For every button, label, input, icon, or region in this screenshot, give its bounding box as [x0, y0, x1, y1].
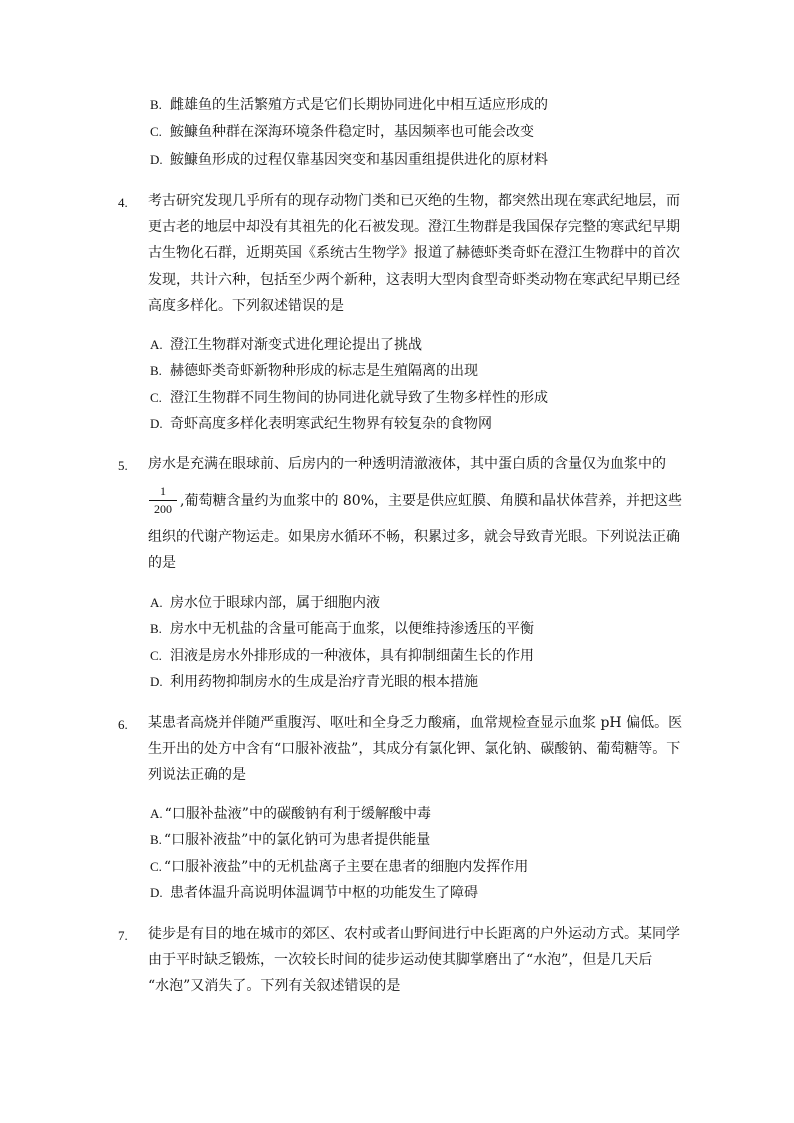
q5-option-a	[150, 594, 380, 612]
option-letter: D.	[150, 152, 163, 167]
option-text: 赫德虾类奇虾新物种形成的标志是生殖隔离的出现	[170, 363, 478, 379]
option-letter: B.	[150, 621, 162, 636]
q6-option-b	[150, 831, 430, 849]
option-letter: C.	[150, 390, 162, 405]
option-letter: A.	[150, 595, 163, 610]
option-text: 患者体温升高说明体温调节中枢的功能发生了障碍	[170, 885, 478, 901]
q4-stem-line: 发现，共计六种，包括至少两个新种，这表明大型肉食型奇虾类动物在寒武纪早期已经	[148, 272, 680, 288]
q7-stem-line: “水泡”又消失了。下列有关叙述错误的是	[148, 978, 401, 994]
option-letter: C.	[150, 124, 162, 139]
option-letter: B.	[150, 97, 162, 112]
q5-fraction	[148, 484, 178, 516]
option-letter: B.	[150, 832, 162, 847]
q4-stem-line: 高度多样化。下列叙述错误的是	[148, 298, 344, 314]
fraction-denominator: 200	[154, 502, 172, 516]
option-letter: D.	[150, 416, 163, 431]
q5-option-b	[150, 620, 534, 638]
option-text: 澄江生物群不同生物间的协同进化就导致了生物多样性的形成	[170, 390, 548, 406]
option-text: 鮟鱇鱼形成的过程仅靠基因突变和基因重组提供进化的原材料	[170, 152, 548, 168]
option-text: “口服补盐液”中的碳酸钠有利于缓解酸中毒	[164, 806, 431, 822]
q4-option-d	[150, 415, 492, 433]
q6-option-a	[150, 805, 431, 823]
q6-stem-line: 某患者高烧并伴随严重腹泻、呕吐和全身乏力酸痛，血常规检查显示血浆 pH 偏低。医	[148, 715, 683, 731]
option-text: 雌雄鱼的生活繁殖方式是它们长期协同进化中相互适应形成的	[170, 97, 548, 113]
q6-option-d	[150, 884, 478, 902]
q3-option-b	[150, 96, 548, 114]
q4-number: 4.	[118, 195, 128, 210]
q3-option-d	[150, 151, 548, 169]
fraction-numerator: 1	[160, 484, 166, 498]
q5-stem-line: 房水是充满在眼球前、后房内的一种透明清澈液体，其中蛋白质的含量仅为血浆中的	[148, 456, 666, 472]
q5-stem-line: 的是	[148, 555, 176, 571]
q5-option-d	[150, 673, 478, 691]
q4-option-b	[150, 362, 478, 380]
option-text: “口服补液盐”中的氯化钠可为患者提供能量	[163, 832, 431, 848]
q4-stem-line: 古生物化石群，近期英国《系统古生物学》报道了赫德虾类奇虾在澄江生物群中的首次	[148, 245, 680, 261]
option-text: 房水位于眼球内部，属于细胞内液	[170, 595, 380, 611]
option-text: 房水中无机盐的含量可能高于血浆，以便维持渗透压的平衡	[170, 621, 534, 637]
option-text: 奇虾高度多样化表明寒武纪生物界有较复杂的食物网	[170, 416, 492, 432]
q4-option-c	[150, 389, 548, 407]
option-text: “口服补液盐”中的无机盐离子主要在患者的细胞内发挥作用	[163, 859, 529, 875]
q4-option-a	[150, 336, 422, 354]
option-text: 泪液是房水外排形成的一种液体，具有抑制细菌生长的作用	[170, 648, 534, 664]
q5-number: 5.	[118, 458, 128, 473]
option-text: 澄江生物群对渐变式进化理论提出了挑战	[170, 337, 422, 353]
option-text: 利用药物抑制房水的生成是治疗青光眼的根本措施	[170, 674, 478, 690]
option-letter: B.	[150, 363, 162, 378]
q7-stem-line: 徒步是有目的地在城市的郊区、农村或者山野间进行中长距离的户外运动方式。某同学	[148, 926, 680, 942]
q5-stem-line: 组织的代谢产物运走。如果房水循环不畅，积累过多，就会导致青光眼。下列说法正确	[148, 529, 680, 545]
option-text: 鮟鱇鱼种群在深海环境条件稳定时，基因频率也可能会改变	[170, 124, 534, 140]
option-letter: A.	[150, 806, 163, 821]
q7-number: 7.	[118, 928, 128, 943]
option-letter: C.	[150, 648, 162, 663]
q3-option-c	[150, 123, 534, 141]
q6-stem-line: 生开出的处方中含有“口服补液盐”，其成分有氯化钾、氯化钠、碳酸钠、葡萄糖等。下	[148, 741, 681, 757]
option-letter: A.	[150, 337, 163, 352]
q4-stem-line: 考古研究发现几乎所有的现存动物门类和已灭绝的生物，都突然出现在寒武纪地层，而	[148, 193, 680, 209]
q6-option-c	[150, 858, 528, 876]
option-letter: D.	[150, 674, 163, 689]
option-letter: C.	[150, 859, 162, 874]
q6-stem-line: 列说法正确的是	[148, 767, 246, 783]
q5-option-c	[150, 647, 534, 665]
q4-stem-line: 更古老的地层中却没有其祖先的化石被发现。澄江生物群是我国保存完整的寒武纪早期	[148, 219, 680, 235]
fraction-bar	[149, 500, 177, 501]
q5-stem-line: ,葡萄糖含量约为血浆中的 80%，主要是供应虹膜、角膜和晶状体营养，并把这些	[180, 493, 683, 509]
q7-stem-line: 由于平时缺乏锻炼，一次较长时间的徒步运动使其脚掌磨出了“水泡”，但是几天后	[148, 952, 653, 968]
option-letter: D.	[150, 885, 163, 900]
q6-number: 6.	[118, 717, 128, 732]
